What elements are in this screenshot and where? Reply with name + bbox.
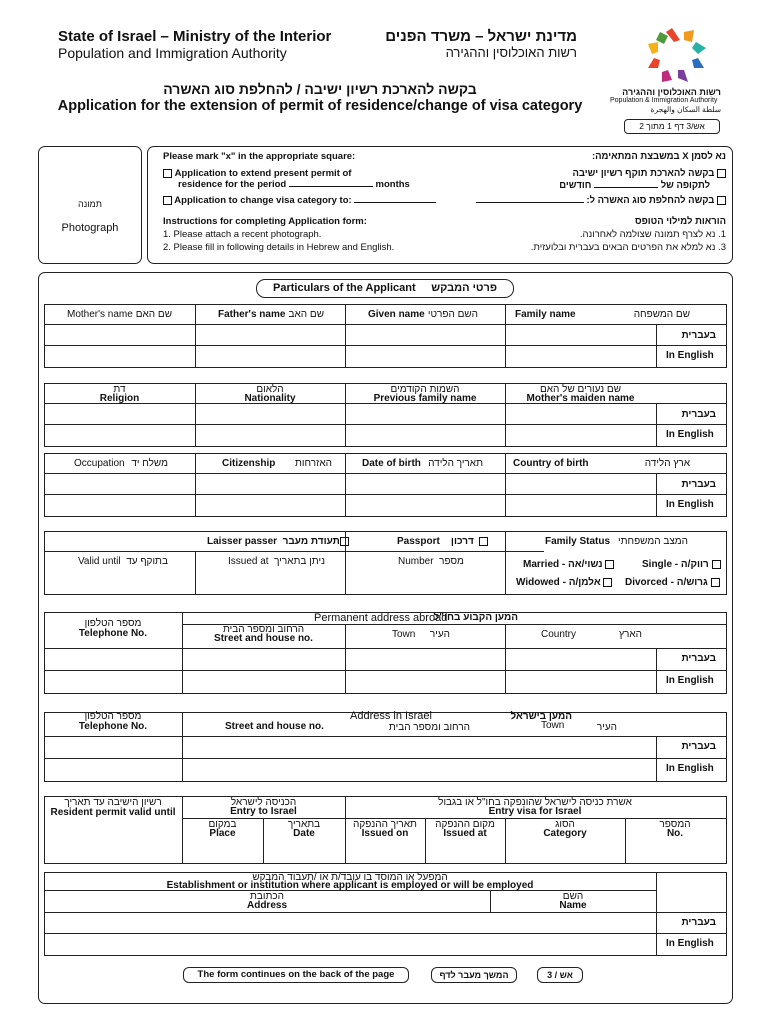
footer-code-box <box>537 967 583 983</box>
row-english: In English <box>666 350 714 361</box>
laisser-he: תעודת מעבר <box>282 536 340 547</box>
place-he: במקום <box>208 819 237 830</box>
issued-at-he: מקום ההנפקה <box>435 819 495 830</box>
row-hebrew: בעברית <box>681 409 716 420</box>
entry-he: הכניסה לישראל <box>230 797 297 808</box>
option-change-en[interactable] <box>163 195 436 206</box>
category-en: Category <box>543 828 587 839</box>
mother-name-he: שם האם <box>135 309 172 320</box>
mark-en: Please mark "x" in the appropriate square: <box>163 151 356 162</box>
passport-he: דרכון <box>450 536 474 547</box>
no-he: המספר <box>659 819 691 830</box>
family-name-en: Family name <box>515 309 576 320</box>
section-title <box>256 279 514 298</box>
occupation-en: Occupation <box>74 458 125 469</box>
inst-title-he: הוראות למילוי הטופס <box>634 216 726 227</box>
citizenship-en: Citizenship <box>222 458 276 469</box>
passport-option[interactable] <box>397 536 488 547</box>
abroad-title-en: Permanent address abroad <box>314 612 448 624</box>
single-checkbox[interactable] <box>712 560 721 569</box>
category-he: הסוג <box>555 819 575 830</box>
continues-he-box <box>431 967 517 983</box>
title-he: בקשה להארכת רשיון ישיבה / להחלפת סוג האשרה <box>163 81 477 97</box>
inst-title-en: Instructions for completing Application form: <box>163 216 367 227</box>
number-label <box>398 556 464 567</box>
opt1-b: residence for the period <box>178 179 287 190</box>
date-he: בתאריך <box>287 819 321 830</box>
prev-en: Previous family name <box>373 393 477 404</box>
logo-en: Population & Immigration Authority <box>610 97 718 104</box>
married-option[interactable] <box>523 559 614 570</box>
single-label: Single - רווק/ה <box>642 559 709 570</box>
country-birth-he: ארץ הלידה <box>644 458 690 469</box>
option-change-he[interactable] <box>476 195 726 206</box>
nat-he: הלאום <box>256 384 284 395</box>
abroad-country-en: Country <box>541 629 577 640</box>
logo-he: רשות האוכלוסין וההגירה <box>622 87 721 97</box>
abroad-street-he: הרחוב ומספר הבית <box>222 624 305 635</box>
israel-street-he: הרחוב ומספר הבית <box>388 722 470 733</box>
father-name-en: Father's name <box>218 309 286 320</box>
married-label: Married - נשוי/אה <box>523 559 603 570</box>
passport-en: Passport <box>397 536 440 547</box>
no-en: No. <box>666 828 684 839</box>
entry-en: Entry to Israel <box>230 806 297 817</box>
israel-street-en: Street and house no. <box>225 721 324 732</box>
inst1-he: 1. נא לצרף תמונה שצולמה לאחרונה. <box>579 229 726 240</box>
inst2-en: 2. Please fill in following details in Hebrew and English. <box>163 242 395 253</box>
resident-en: Resident permit valid until <box>50 807 176 818</box>
country-birth-en: Country of birth <box>513 458 589 469</box>
opt2-en: Application to change visa category to: <box>174 195 352 206</box>
prev-he: השמות הקודמים <box>390 384 460 395</box>
visa-he: אשרת כניסה לישראל שהונפקה בחו"ל או בגבול <box>438 797 632 808</box>
issued-label <box>228 556 325 567</box>
family-name-he: שם המשפחה <box>633 309 690 320</box>
option-extend-he[interactable] <box>572 168 726 179</box>
issued-en: Issued at <box>228 556 269 567</box>
abroad-country-he: הארץ <box>619 629 642 640</box>
mark-he: נא לסמן X במשבצת המתאימה: <box>591 151 726 162</box>
row-hebrew: בעברית <box>681 741 716 752</box>
abroad-town-en: Town <box>392 629 416 640</box>
divorced-option[interactable] <box>625 577 720 588</box>
abroad-town-he: העיר <box>429 629 450 640</box>
continues-note <box>183 967 409 983</box>
israel-town-en: Town <box>541 720 565 731</box>
israel-title-he: המען בישראל <box>510 711 572 722</box>
opt2-he: בקשה להחלפת סוג האשרה ל: <box>586 195 715 206</box>
period-field-he[interactable] <box>594 187 658 188</box>
section-title-he: פרטי המבקש <box>431 282 497 294</box>
occupation-he: משלח יד <box>131 458 168 469</box>
number-he: מספר <box>439 556 464 567</box>
visa-en: Entry visa for Israel <box>488 806 582 817</box>
opt1-b-line <box>178 179 410 190</box>
date-birth-en: Date of birth <box>362 458 421 469</box>
valid-label <box>78 556 168 567</box>
opt1-he-months: חודשים <box>559 180 592 191</box>
maiden-en: Mother's maiden name <box>526 393 635 404</box>
mother-name-en: Mother's name <box>67 309 133 320</box>
row-hebrew: בעברית <box>681 330 716 341</box>
issued-on-en: Issued on <box>361 828 409 839</box>
divorced-label: Divorced - גרוש/ה <box>625 577 708 588</box>
issued-at-en: Issued at <box>443 828 487 839</box>
abroad-street-en: Street and house no. <box>214 633 313 644</box>
continues-he: המשך מעבר לדף <box>439 970 509 980</box>
photo-label-he: תמונה <box>78 199 102 209</box>
abroad-tel-he: מספר הטלפון <box>84 618 142 629</box>
widowed-label: Widowed - אלמן/ה <box>516 577 601 588</box>
row-hebrew: בעברית <box>681 917 716 928</box>
row-hebrew: בעברית <box>681 479 716 490</box>
row-english: In English <box>666 763 714 774</box>
israel-tel-he: מספר הטלפון <box>84 711 142 722</box>
continues-en: The form continues on the back of the page <box>197 969 395 980</box>
category-field-en[interactable] <box>354 202 436 203</box>
opt1-a: Application to extend present permit of <box>174 168 352 179</box>
maiden-he: שם נעורים של האם <box>539 384 622 395</box>
form-code-badge <box>624 119 720 134</box>
header-pia-en: Population and Immigration Authority <box>58 45 287 61</box>
place-en: Place <box>209 828 236 839</box>
inst2-he: 3. נא למלא את הפרטים הבאים בעברית ובלועזית. <box>530 242 726 253</box>
row-english: In English <box>666 429 714 440</box>
valid-he: בתוקף עד <box>126 556 168 567</box>
header-state-he: מדינת ישראל – משרד הפנים <box>385 28 577 45</box>
change-checkbox[interactable] <box>163 196 172 205</box>
israel-town-he: העיר <box>596 722 617 733</box>
date-birth-he: תאריך הלידה <box>428 458 483 469</box>
row-hebrew: בעברית <box>681 653 716 664</box>
employ-title-en: Establishment or institution where applicant is employed or will be employed <box>166 880 534 891</box>
given-name-he: השם הפרטי <box>427 309 478 320</box>
single-option[interactable] <box>642 559 721 570</box>
row-english: In English <box>666 938 714 949</box>
employ-name-he: השם <box>562 891 584 902</box>
valid-en: Valid until <box>78 556 121 567</box>
israel-title-en: Address in Israel <box>350 710 432 722</box>
title-en: Application for the extension of permit of residence/change of visa category <box>57 98 583 114</box>
change-checkbox-he[interactable] <box>717 196 726 205</box>
employ-name-en: Name <box>559 900 587 911</box>
header-pia-he: רשות האוכלוסין וההגירה <box>445 45 577 60</box>
section-title-en: Particulars of the Applicant <box>273 282 416 294</box>
row-english: In English <box>666 675 714 686</box>
employ-title-he: המפעל או המוסד בו עובד/ת או /תעבוד המבקש <box>252 872 448 883</box>
extend-checkbox[interactable] <box>163 169 172 178</box>
laisser-checkbox[interactable] <box>340 537 349 546</box>
row-english: In English <box>666 499 714 510</box>
footer-code: אש / 3 <box>547 970 573 980</box>
extend-checkbox-he[interactable] <box>717 169 726 178</box>
opt1-he-a: בקשה להארכת תוקף רשיון ישיבה <box>572 168 715 179</box>
opt1-months: months <box>375 179 410 190</box>
laisser-option[interactable] <box>207 536 349 547</box>
logo-ar: سلطة السكان والهجرة <box>650 105 721 114</box>
widowed-checkbox[interactable] <box>603 578 612 587</box>
married-checkbox[interactable] <box>605 560 614 569</box>
issued-he: ניתן בתאריך <box>274 556 325 567</box>
resident-he: רשיון הישיבה עד תאריך <box>64 797 162 808</box>
given-name-en: Given name <box>368 309 425 320</box>
rel-en: Religion <box>99 393 140 404</box>
divorced-checkbox[interactable] <box>711 578 720 587</box>
authority-logo-icon <box>628 22 724 90</box>
passport-checkbox[interactable] <box>479 537 488 546</box>
israel-tel-en: Telephone No. <box>78 721 148 732</box>
photo-label-en: Photograph <box>61 222 119 234</box>
laisser-en: Laisser passer <box>207 536 278 547</box>
citizenship-he: האזרחות <box>295 458 332 469</box>
employ-addr-en: Address <box>246 900 287 911</box>
abroad-title-he: המען הקבוע בחו"ל <box>433 612 518 623</box>
rel-he: דת <box>113 384 126 395</box>
abroad-tel-en: Telephone No. <box>78 628 148 639</box>
option-extend-en[interactable] <box>163 168 351 179</box>
period-field-en[interactable] <box>289 186 373 187</box>
issued-on-he: תאריך ההנפקה <box>353 819 417 830</box>
number-en: Number <box>398 556 434 567</box>
employ-addr-he: הכתובת <box>250 891 284 902</box>
header-state-en: State of Israel – Ministry of the Interior <box>58 28 332 45</box>
form-code: אש/3 דף 1 מתוך 2 <box>639 121 705 131</box>
widowed-option[interactable] <box>516 577 612 588</box>
category-field-he[interactable] <box>476 202 584 203</box>
father-name-he: שם האב <box>288 309 324 320</box>
family-status-en: Family Status <box>545 536 611 547</box>
nat-en: Nationality <box>244 393 296 404</box>
opt1-he-b: לתקופה של <box>660 180 710 191</box>
inst1-en: 1. Please attach a recent photograph. <box>163 229 322 240</box>
opt1-he-b-line <box>559 180 710 191</box>
date-en: Date <box>293 828 315 839</box>
family-status-he: המצב המשפחתי <box>617 536 688 547</box>
